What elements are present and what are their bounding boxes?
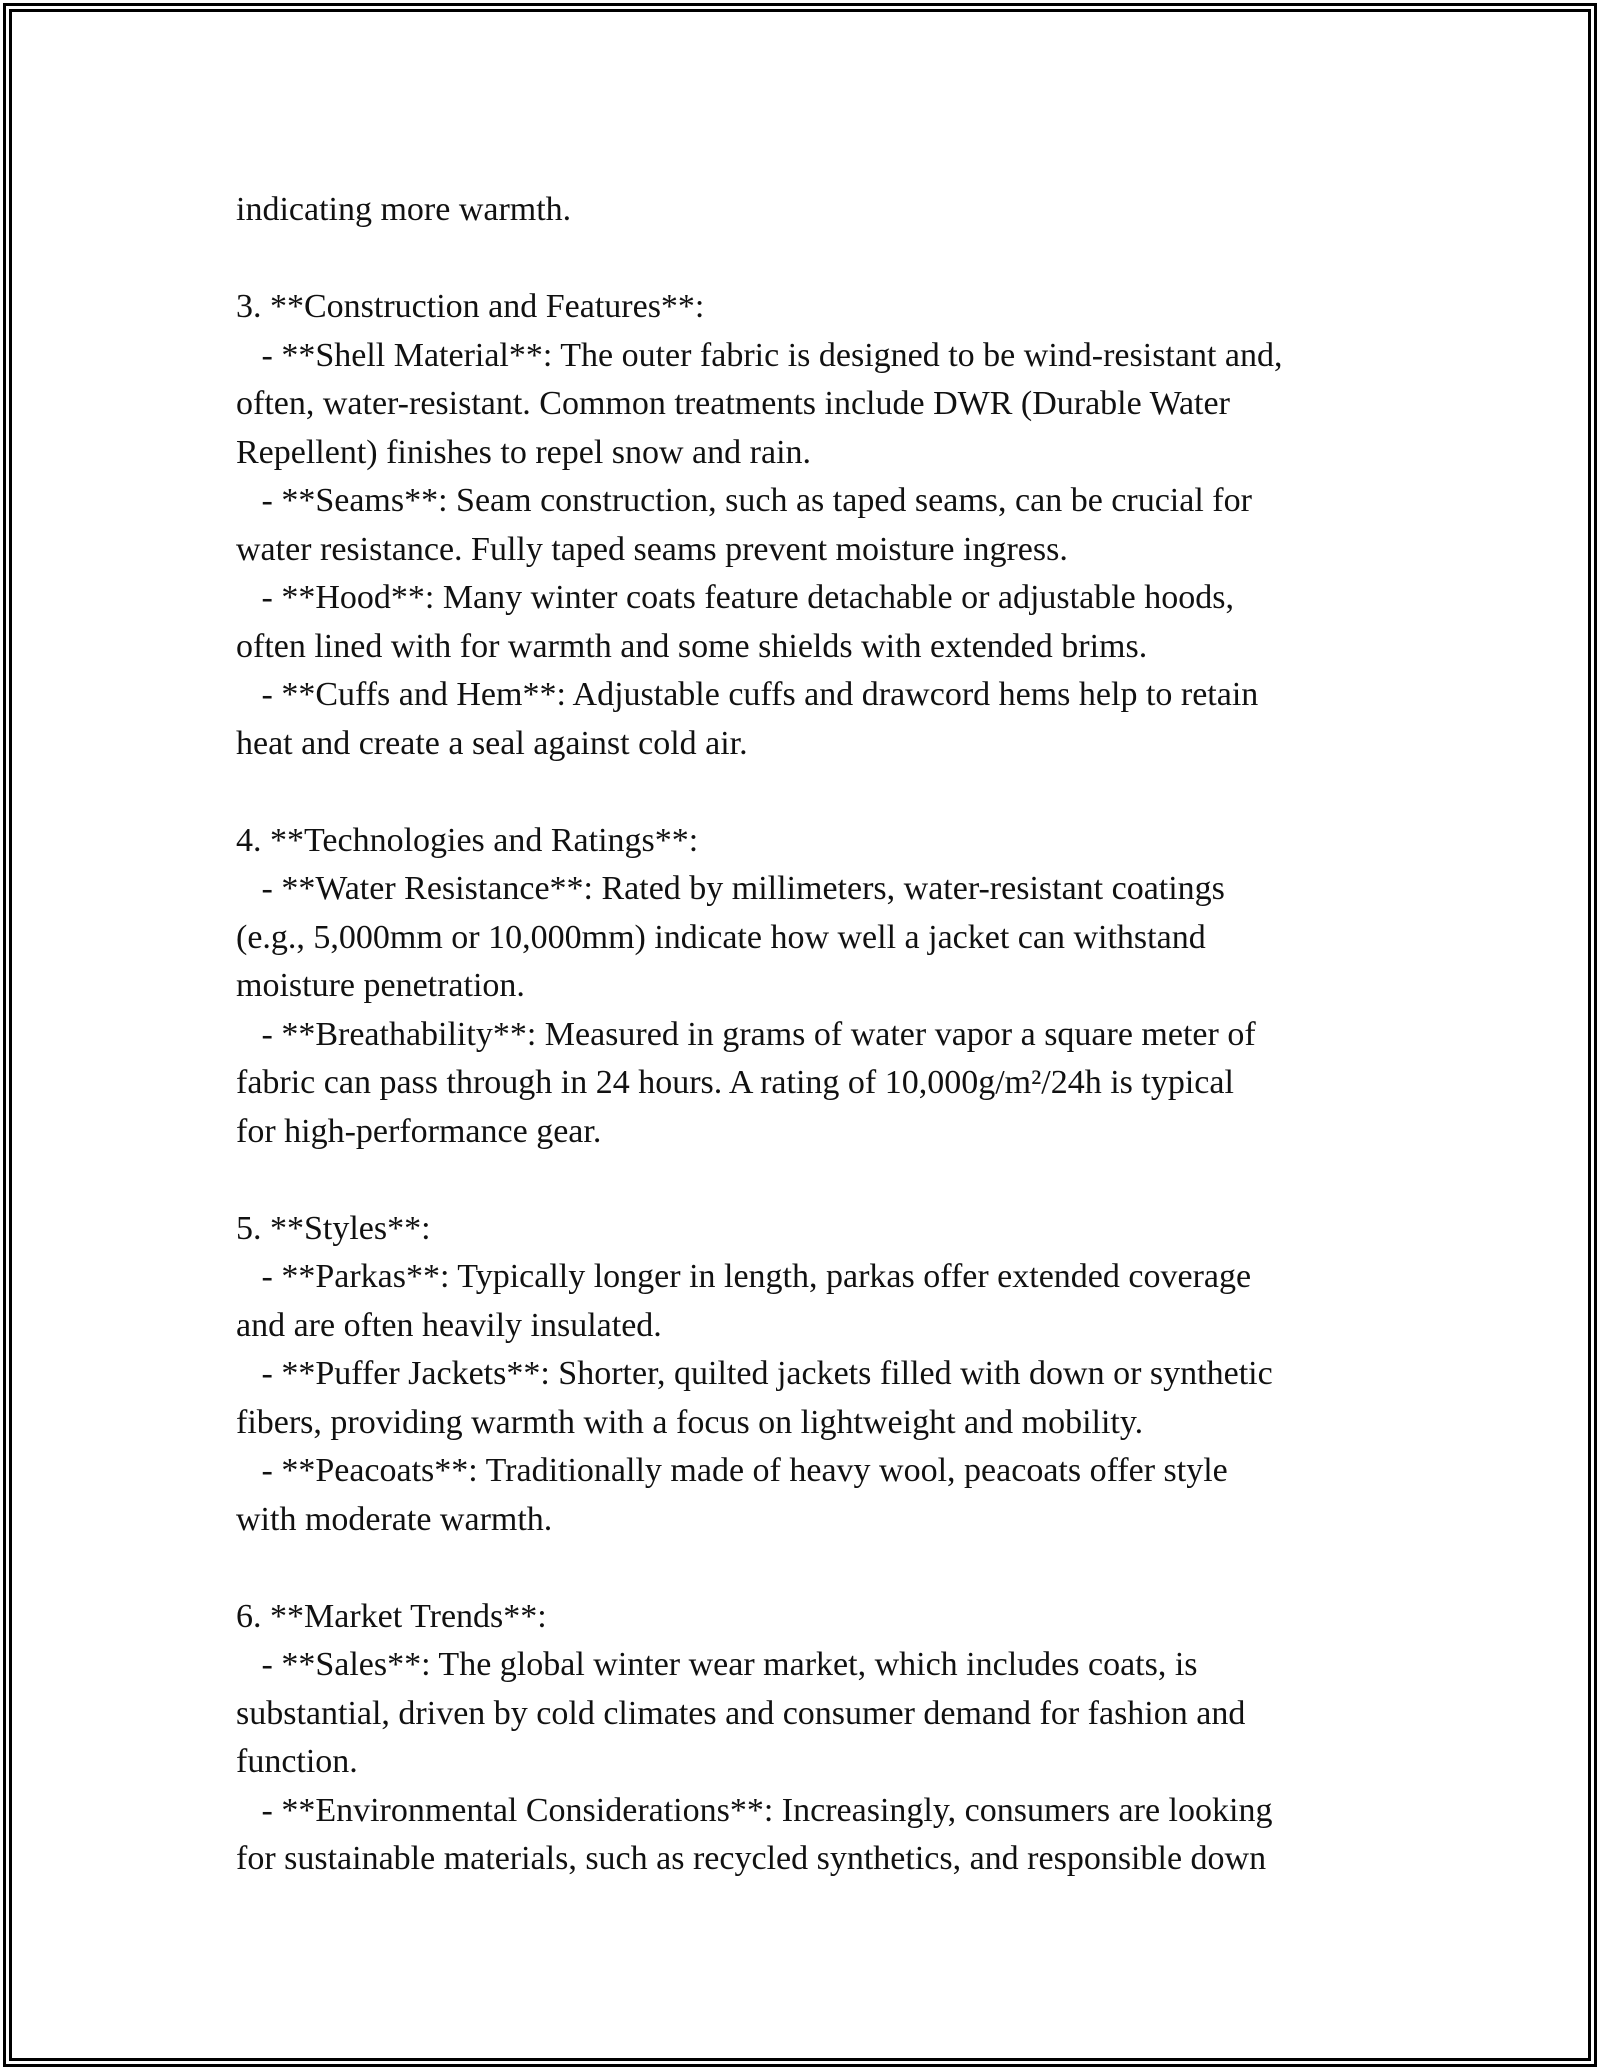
text-line: for high-performance gear. (236, 1112, 602, 1150)
text-line: for sustainable materials, such as recycled synthetics, and responsible down (236, 1840, 1267, 1877)
text-line: - **Shell Material**: The outer fabric is designed to be wind-resistant and, (236, 336, 1283, 374)
text-line: - **Peacoats**: Traditionally made of heavy wool, peacoats offer style (236, 1452, 1228, 1489)
text-line: - **Breathability**: Measured in grams of water vapor a square meter of (236, 1015, 1256, 1053)
text-line: water resistance. Fully taped seams prevent moisture ingress. (236, 530, 1068, 568)
text-line: - **Seams**: Seam construction, such as taped seams, can be crucial for (236, 482, 1252, 519)
text-line: fibers, providing warmth with a focus on lightweight and mobility. (236, 1403, 1144, 1441)
text-line: - **Hood**: Many winter coats feature detachable or adjustable hoods, (236, 579, 1234, 616)
blank-line (236, 1544, 1386, 1593)
section-heading: 6. **Market Trends**: (236, 1597, 547, 1635)
blank-line (236, 235, 1386, 284)
text-line: function. (236, 1743, 358, 1780)
text-line: fabric can pass through in 24 hours. A rating of 10,000g/m²/24h is typical (236, 1064, 1234, 1101)
text-line: moisture penetration. (236, 967, 525, 1004)
text-line: often lined with for warmth and some shields with extended brims. (236, 627, 1148, 665)
section-heading: 3. **Construction and Features**: (236, 288, 705, 325)
text-line: Repellent) finishes to repel snow and rain. (236, 433, 812, 471)
blank-line (236, 1156, 1386, 1205)
text-line: - **Environmental Considerations**: Increasingly, consumers are looking (236, 1791, 1273, 1829)
text-line: - **Sales**: The global winter wear market, which includes coats, is (236, 1646, 1198, 1683)
text-line: - **Puffer Jackets**: Shorter, quilted jackets filled with down or synthetic (236, 1355, 1273, 1392)
section-heading: 4. **Technologies and Ratings**: (236, 821, 699, 859)
text-line: often, water-resistant. Common treatments include DWR (Durable Water (236, 385, 1230, 422)
document-body (236, 186, 1386, 1884)
text-line: - **Water Resistance**: Rated by millimeters, water-resistant coatings (236, 870, 1225, 907)
text-line: indicating more warmth. (236, 191, 572, 228)
text-line: (e.g., 5,000mm or 10,000mm) indicate how well a jacket can withstand (236, 918, 1206, 956)
blank-line (236, 768, 1386, 817)
text-line: - **Cuffs and Hem**: Adjustable cuffs and drawcord hems help to retain (236, 676, 1259, 713)
text-line: substantial, driven by cold climates and consumer demand for fashion and (236, 1694, 1246, 1732)
text-line: - **Parkas**: Typically longer in length, parkas offer extended coverage (236, 1258, 1252, 1295)
section-heading: 5. **Styles**: (236, 1209, 431, 1247)
text-line: with moderate warmth. (236, 1500, 553, 1538)
text-line: heat and create a seal against cold air. (236, 724, 748, 762)
text-line: and are often heavily insulated. (236, 1306, 662, 1344)
